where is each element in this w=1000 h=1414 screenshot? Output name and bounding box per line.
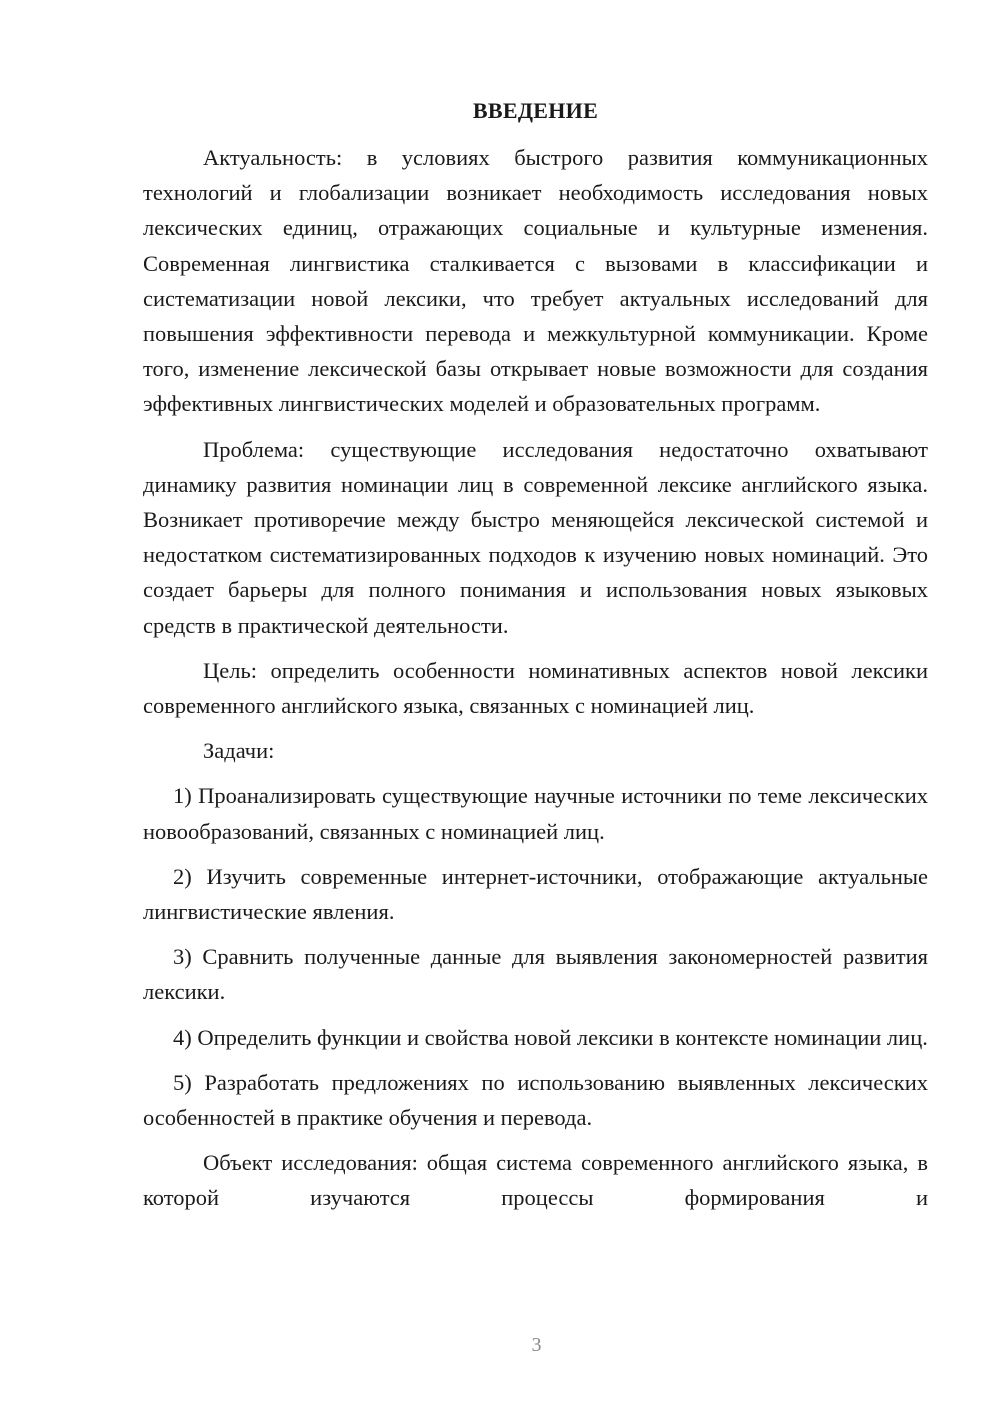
- task-item-4: 4) Определить функции и свойства новой лексики в контексте номинации лиц.: [173, 1024, 928, 1050]
- page-title: ВВЕДЕНИЕ: [472, 98, 599, 123]
- goal-paragraph: Цель: определить особенности номинативных аспектов новой лексики современного английского языка, связанных с номинацией лиц.: [143, 657, 928, 719]
- task-item-1: 1) Проанализировать существующие научные источники по теме лексических новообразований, связанных с номинацией лиц.: [143, 783, 928, 844]
- page-number: 3: [531, 1334, 542, 1356]
- problem-paragraph: Проблема: существующие исследования недостаточно охватывают динамику развития номинации лиц в современной лексике английского языка. Возникает противоречие между быстро меняющейся лексической системой и недостатком систематизированных подходов к изучению новых номинаций. Это создает барьеры для полного понимания и использования новых языковых средств в практической деятельности.: [143, 436, 928, 638]
- task-item-5: 5) Разработать предложениях по использованию выявленных лексических особенностей в практике обучения и перевода.: [143, 1069, 928, 1131]
- task-item-3: 3) Сравнить полученные данные для выявления закономерностей развития лексики.: [143, 944, 928, 1005]
- tasks-heading: Задачи:: [203, 738, 275, 764]
- object-paragraph: Объект исследования: общая система современного английского языка, в которой изучаются процессы формирования и: [143, 1150, 928, 1211]
- document-page: [143, 96, 928, 1216]
- relevance-paragraph: Актуальность: в условиях быстрого развития коммуникационных технологий и глобализации возникает необходимость исследования новых лексических единиц, отражающих социальные и культурные изменения. Современная лингвистика сталкивается с вызовами в классификации и систематизации новой лексики, что требует актуальных исследований для повышения эффективности перевода и межкультурной коммуникации. Кроме того, изменение лексической базы открывает новые возможности для создания эффективных лингвистических моделей и образовательных программ.: [143, 145, 928, 417]
- task-item-2: 2) Изучить современные интернет-источники, отображающие актуальные лингвистические явления.: [143, 863, 928, 925]
